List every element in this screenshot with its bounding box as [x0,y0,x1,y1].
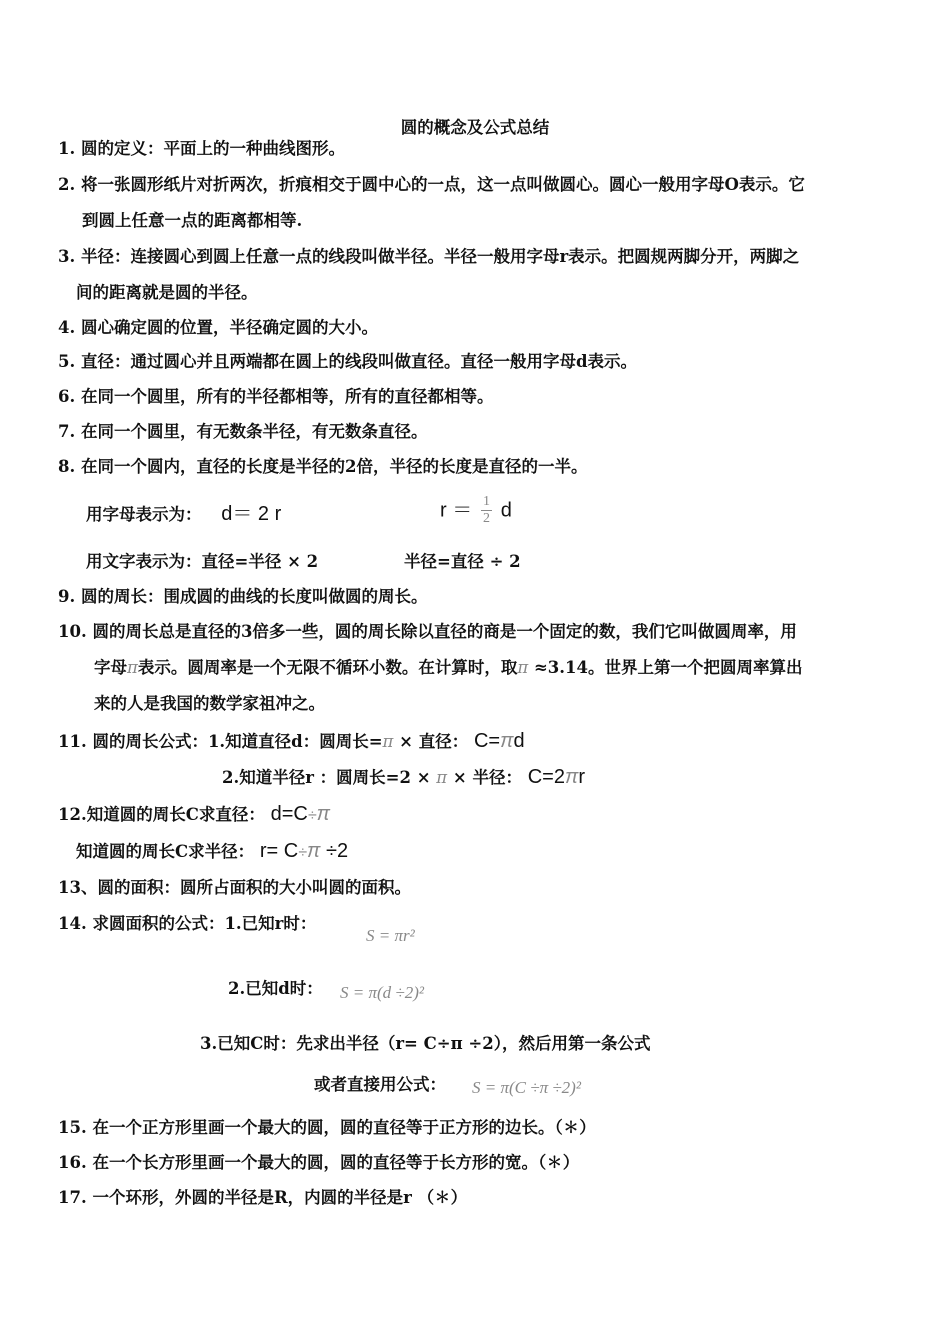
area-formula-d: S = π(d ÷2)² [340,983,424,1002]
half-fraction-denominator: 2 [482,511,490,526]
item-3-line-1: 3. 半径：连接圆心到圆上任意一点的线段叫做半径。半径一般用字母r表示。把圆规两脚分开，两脚之 [58,247,800,266]
item-9: 9. 圆的周长：围成圆的曲线的长度叫做圆的周长。 [58,587,428,606]
area-formula-r: S = πr² [366,926,415,945]
area-formula-c: S = π(C ÷π ÷2)² [472,1078,581,1097]
page-title: 圆的概念及公式总结 [400,118,550,137]
item-5: 5. 直径：通过圆心并且两端都在圆上的线段叫做直径。直径一般用字母d表示。 [58,352,638,371]
item-12-line-2 [76,840,348,864]
radius-from-c-formula: r= C÷π ÷2 [259,840,349,862]
half-fraction [481,494,492,527]
item-14-line-2: 2.已知d时： [228,979,323,998]
circumference-formula-d: C=πd [473,730,525,752]
item-12-text-a: 12.知道圆的周长C求直径： [58,805,265,824]
item-7: 7. 在同一个圆里，有无数条半径，有无数条直径。 [58,422,428,441]
pi-symbol: π [127,658,138,677]
diameter-from-c-formula: d=C÷π [270,803,331,825]
item-12-line-1 [58,803,330,827]
item-11-text-c: 2.知道半径r ：圆周长=2 × [222,768,431,787]
item-13: 13、圆的面积：圆所占面积的大小叫圆的面积。 [58,878,411,897]
item-11-line-1 [58,730,525,753]
item-1: 1. 圆的定义：平面上的一种曲线图形。 [58,139,345,158]
item-10-text-b: 表示。圆周率是一个无限不循环小数。在计算时，取 [137,658,518,677]
item-4: 4. 圆心确定圆的位置，半径确定圆的大小。 [58,318,378,337]
letter-formula-label: 用字母表示为： [86,505,202,524]
diameter-formula: d＝ 2 r [221,503,282,525]
item-11-text-a: 11. 圆的周长公式：1.知道直径d：圆周长= [58,732,383,751]
half-fraction-numerator: 1 [482,494,490,509]
item-14-line-3: 3.已知C时：先求出半径（r= C÷π ÷2），然后用第一条公式 [200,1034,651,1053]
item-11-text-d: × 半径： [447,768,522,787]
word-formula-1: 用文字表示为：直径=半径 × 2 [86,552,319,571]
item-12-text-b: 知道圆的周长C求半径： [76,842,255,861]
word-formula-2: 半径=直径 ÷ 2 [404,552,521,571]
item-17: 17. 一个环形，外圆的半径是R，内圆的半径是r （✽） [58,1188,468,1207]
radius-formula [440,494,512,534]
item-10-line-1: 10. 圆的周长总是直径的3倍多一些，圆的周长除以直径的商是一个固定的数，我们它叫做圆周率，用 [58,622,797,641]
item-11-line-2 [222,766,585,789]
item-10-text-a: 字母 [94,658,127,677]
item-10-line-2 [94,657,802,679]
item-6: 6. 在同一个圆里，所有的半径都相等，所有的直径都相等。 [58,387,494,406]
item-14-line-4: 或者直接用公式： [314,1075,446,1094]
item-2-line-1: 2. 将一张圆形纸片对折两次，折痕相交于圆中心的一点，这一点叫做圆心。圆心一般用字母O表示。它 [58,175,805,194]
item-14-line-1: 14. 求圆面积的公式：1.已知r时： [58,914,317,933]
item-16: 16. 在一个长方形里画一个最大的圆，圆的直径等于长方形的宽。（✽） [58,1153,580,1172]
circumference-formula-r: C=2πr [527,766,586,788]
letter-formula-row [86,503,281,526]
item-2-line-2: 到圆上任意一点的距离都相等. [82,211,303,230]
item-10-text-c: ≈3.14。世界上第一个把圆周率算出 [528,658,803,677]
pi-symbol: π [382,732,394,751]
radius-formula-lhs: r ＝ [440,499,473,522]
pi-symbol: π [517,658,529,677]
item-11-text-b: × 直径： [393,732,469,751]
item-10-line-3: 来的人是我国的数学家祖冲之。 [94,694,325,713]
item-15: 15. 在一个正方形里画一个最大的圆，圆的直径等于正方形的边长。（✽） [58,1118,596,1137]
radius-formula-d: d [500,499,512,522]
pi-symbol: π [436,768,448,787]
item-8: 8. 在同一个圆内，直径的长度是半径的2倍，半径的长度是直径的一半。 [58,457,588,476]
item-3-line-2: 间的距离就是圆的半径。 [76,283,258,302]
